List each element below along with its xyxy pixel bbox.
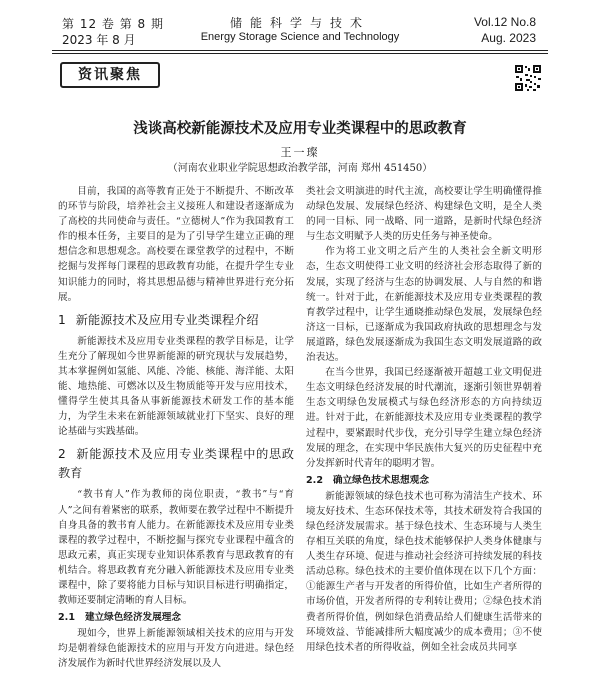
section-title: 新能源技术及应用专业类课程中的思政教育 (58, 447, 294, 481)
subsection-2-1-paragraph: 现如今，世界上新能源领域相关技术的应用与开发均是朝着绿色能源技术的应用与开发方向进进。绿色经济发展作为新时代世界经济发展以及人 (58, 628, 294, 670)
volume-issue-cn: 第 12 卷 第 8 期 (62, 17, 164, 31)
volume-issue-en: Vol.12 No.8 (473, 15, 536, 29)
subsection-2-2-heading (306, 473, 542, 488)
author-affiliation: （河南农业职业学院思想政治教学部，河南 郑州 451450） (167, 163, 433, 174)
subsection-title: 建立绿色经济发展理念 (85, 612, 181, 624)
subsection-number: 2.1 (58, 612, 75, 624)
date-en: Aug. 2023 (481, 31, 536, 45)
subsection-number: 2.2 (306, 474, 323, 486)
article-title: 浅谈高校新能源技术及应用专业类课程中的思政教育 (133, 121, 467, 137)
journal-name-en: Energy Storage Science and Technology (200, 31, 400, 43)
section-1-paragraph: 新能源技术及应用专业类课程的教学目标是，让学生充分了解现如今世界新能源的研究现状与发展趋势，其本掌握例如氢能、风能、冷能、核能、海洋能、太阳能、地热能、可燃冰以及生物质能等开发与应用技术，懂得学生使其具备从事新能源技术研发工作的基本能力，为学生未来在新能源领域就业打下坚实、良好的理论基础与实践基础。 (58, 335, 294, 438)
subsection-2-1-heading (58, 610, 294, 625)
section-title: 新能源技术及应用专业类课程介绍 (75, 312, 259, 327)
paragraph: 在当今世界，我国已经逐渐被开超越工业文明促进生态文明绿色经济发展的时代潮流，逐渐引领世界朝着生态文明绿色发展模式与绿色经济形态的方向持续迈进。针对于此，在新能源技术及应用专业类课程的教学过程中，要紧跟时代步伐，充分引导学生建立绿色经济发展的理念，在实现中华民族伟大复兴的历史征程中充分发挥新时代青年的聪明才智。 (306, 367, 542, 469)
left-column (58, 184, 294, 671)
journal-name-cn: 储能科学与技术 (229, 16, 370, 30)
section-number: 2 (58, 447, 66, 462)
paragraph: 作为将工业文明之后产生的人类社会全新文明形态，生态文明使得工业文明的经济社会形态取得了新的发展，实现了经济与生态的协调发展、人与自然的和谐统一。针对于此，在新能源技术及应用专业类课程的教育教学过程中，让学生通晓推动绿色发展，发展绿色经济这一目标，已逐渐成为我国政府执政的思想理念与发展道路，绿色发展逐渐成为我国生态文明发展道路的政治表达。 (306, 246, 542, 364)
subsection-2-2-paragraph: 新能源领域的绿色技术也可称为清洁生产技术、环境友好技术、生态环保技术等，其技术研发符合我国的绿色经济发展需求。基于绿色技术、生态环境与人类生存相互关联的角度，绿色技术能够保护人类身体健康与人类生存环境、促进与推动社会经济可持续发展的科技活动总称。绿色技术的主要价值体现在以下几个方面：①能源生产者与开发者的所得价值，比如生产者所得的市场价值，开发者所得的专利转让费用；②绿色技术消费者所得价值，例如绿色消费品给人们健康生活带来的环境效益、节能减排所大幅度减少的成本费用；③不使用绿色技术者的所得收益，例如全社会成员共同享 (306, 490, 542, 653)
section-number: 1 (58, 312, 66, 327)
column-tag: 资讯聚焦 (60, 62, 160, 88)
date-cn: 2023 年 8 月 (62, 33, 136, 47)
qr-code-icon (514, 64, 542, 92)
running-header (0, 0, 600, 52)
right-column (306, 184, 542, 655)
continued-paragraph: 类社会文明演进的时代主流，高校要让学生明确懂得推动绿色发展、发展绿色经济、构建绿色文明，是全人类的同一目标、同一战略、同一道路，是新时代绿色经济与生态文明赋予人类的历史任务与神圣使命。 (306, 186, 542, 243)
section-2-paragraph: “教书育人”作为教师的岗位职责，“教书”与“育人”之间有着紧密的联系，教师要在教学过程中不断提升自身具备的教书育人能力。在新能源技术及应用专业类课程的教学过程中，不断挖掘与探究专业课程中蕴含的思政元素，真正实现专业知识体系教育与思政教育的有机结合。将思政教育充分融入新能源技术及应用专业类课程中，除了要将能力目标与知识目标进行明确指定，教师还要制定清晰的育人目标。 (58, 489, 294, 607)
section-2-heading (58, 445, 294, 483)
header-rule-2 (52, 53, 548, 54)
author-name: 王一璨 (280, 146, 320, 159)
subsection-title: 确立绿色技术思想观念 (333, 474, 429, 486)
intro-paragraph: 目前，我国的高等教育正处于不断提升、不断改革的环节与阶段，培养社会主义接班人和建设者逐渐成为了高校的共同使命与责任。“立德树人”作为我国教育工作的根本任务，主要目的是为了引导学生建立正确的理想信念和思想观念。高校要在课堂教学的过程中，不断挖掘与发挥每门课程的思政教育功能，在提升学生专业知识能力的同时，将其思想品德与精神世界进行充分拓展。 (58, 186, 294, 303)
header-rule (52, 50, 548, 51)
section-1-heading (58, 311, 294, 330)
